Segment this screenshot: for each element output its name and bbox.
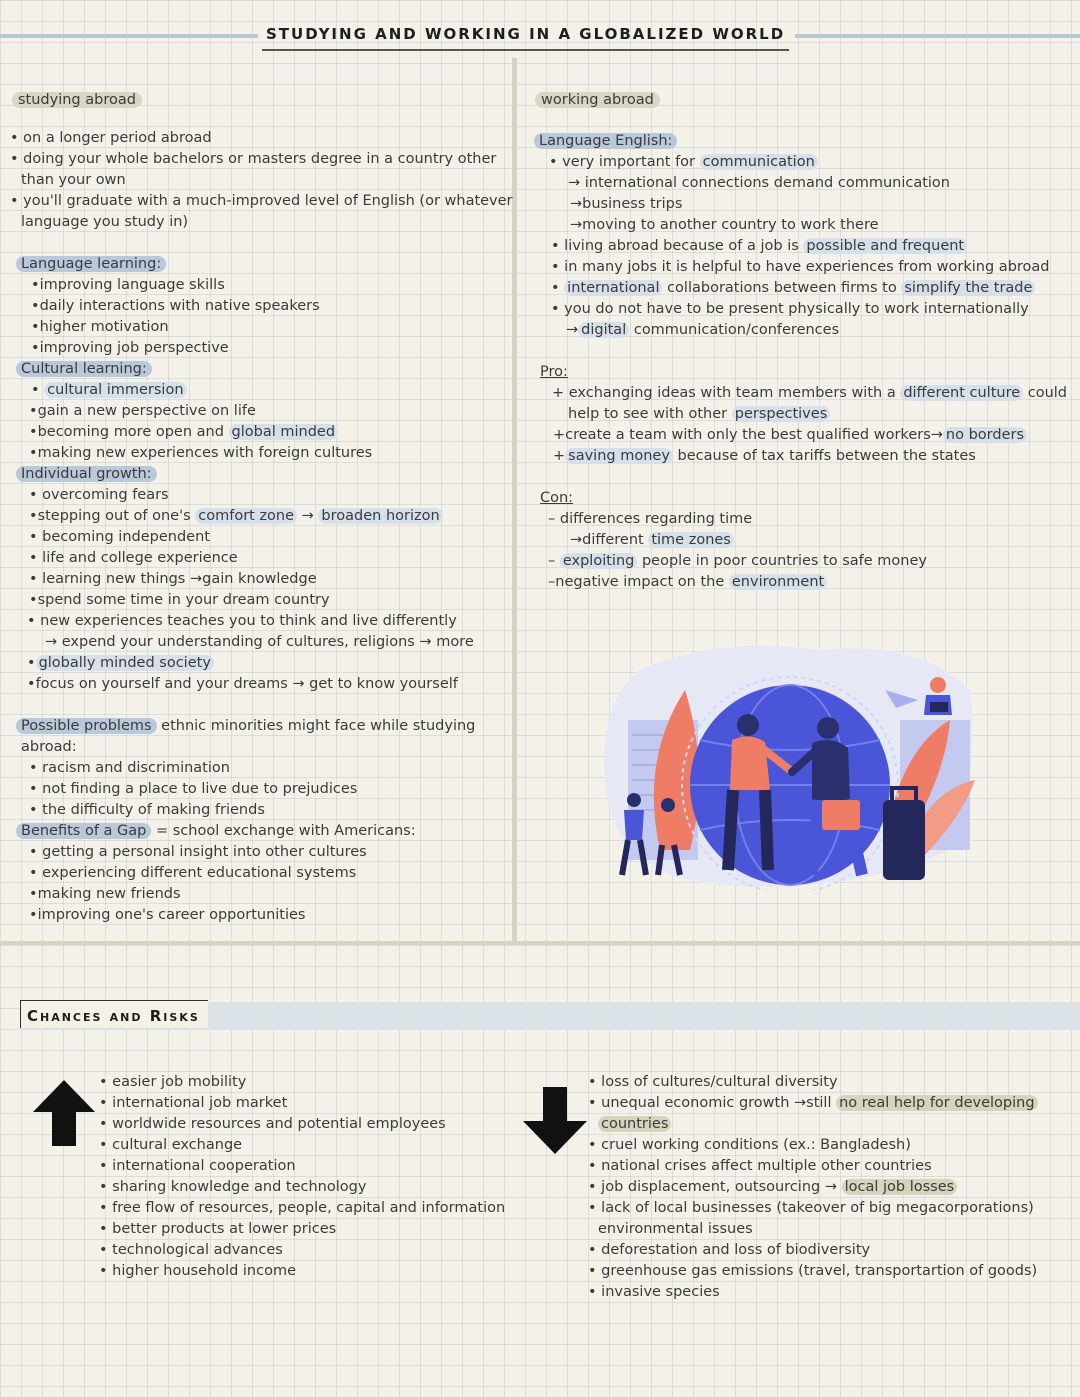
problems-heading: Possible problems ethnic minorities might face while studying: [16, 716, 475, 737]
list-item: •stepping out of one's comfort zone → broaden horizon: [29, 506, 443, 527]
list-item: help to see with other perspectives: [568, 404, 830, 425]
working-abroad-heading: working abroad: [535, 90, 660, 111]
list-item: •making new friends: [29, 886, 181, 902]
list-item: • getting a personal insight into other cultures: [29, 844, 367, 860]
list-item: → international connections demand communication: [568, 175, 950, 191]
page-title: STUDYING AND WORKING IN A GLOBALIZED WORLD: [262, 25, 789, 51]
title-rule-left: [0, 34, 258, 38]
list-item: • easier job mobility: [99, 1074, 247, 1090]
section-divider: [0, 941, 1080, 945]
list-item: • not finding a place to live due to prejudices: [29, 781, 358, 797]
list-item: –negative impact on the environment: [548, 572, 827, 593]
list-item: → digital communication/conferences: [566, 322, 840, 338]
list-item: →moving to another country to work there: [570, 217, 879, 233]
list-item: • higher household income: [99, 1263, 297, 1279]
list-item: • experiencing different educational systems: [29, 865, 357, 881]
list-item: • deforestation and loss of biodiversity: [588, 1242, 871, 1258]
list-item: •spend some time in your dream country: [29, 592, 330, 608]
list-item: • life and college experience: [29, 550, 238, 566]
list-item: →business trips: [570, 196, 683, 212]
list-item: • doing your whole bachelors or masters degree in a country other: [10, 151, 497, 167]
language-english-label: Language English:: [534, 131, 677, 152]
con-label: Con:: [540, 490, 574, 506]
list-item: • technological advances: [99, 1242, 283, 1258]
list-item: • national crises affect multiple other countries: [588, 1158, 932, 1174]
list-item: + exchanging ideas with team members with a different culture could: [552, 385, 1068, 401]
list-item: •focus on yourself and your dreams → get to know yourself: [27, 676, 458, 692]
list-item: • job displacement, outsourcing → local job losses: [588, 1177, 957, 1198]
list-item: • very important for communication: [549, 152, 818, 173]
list-item: environmental issues: [598, 1221, 753, 1237]
list-item: •daily interactions with native speakers: [31, 298, 320, 314]
list-item: • better products at lower prices: [99, 1221, 337, 1237]
list-item: → expend your understanding of cultures, religions → more: [45, 634, 474, 650]
list-item: • the difficulty of making friends: [29, 802, 265, 818]
list-item: •improving language skills: [31, 277, 225, 293]
list-item: •improving job perspective: [31, 340, 229, 356]
list-item: than your own: [21, 172, 126, 188]
list-item: + saving money because of tax tariffs between the states: [553, 448, 976, 464]
list-item: +create a team with only the best qualified workers→ no borders: [553, 425, 1027, 446]
list-item: →different time zones: [570, 530, 734, 551]
list-item: • invasive species: [588, 1284, 720, 1300]
list-item: • globally minded society: [27, 653, 214, 674]
list-item: • worldwide resources and potential employees: [99, 1116, 446, 1132]
list-item: • new experiences teaches you to think and live differently: [27, 613, 457, 629]
list-item: • in many jobs it is helpful to have experiences from working abroad: [551, 259, 1050, 275]
list-item: •improving one's career opportunities: [29, 907, 306, 923]
list-item: • international collaborations between firms to simplify the trade: [551, 278, 1035, 299]
list-item: • free flow of resources, people, capital and information: [99, 1200, 506, 1216]
list-item: • unequal economic growth →still no real help for developing: [588, 1093, 1038, 1114]
list-item: • international cooperation: [99, 1158, 296, 1174]
gap-heading: Benefits of a Gap = school exchange with Americans:: [16, 821, 416, 842]
list-item: •gain a new perspective on life: [29, 403, 256, 419]
list-item: • loss of cultures/cultural diversity: [588, 1074, 838, 1090]
business-handshake-illustration: [600, 640, 980, 890]
list-item: • you'll graduate with a much-improved level of English (or whatever: [10, 193, 513, 209]
list-item: • cultural immersion: [31, 380, 187, 401]
list-item: • you do not have to be present physically to work internationally: [551, 301, 1029, 317]
list-item: • living abroad because of a job is possible and frequent: [551, 236, 967, 257]
list-item: • on a longer period abroad: [10, 130, 212, 146]
list-item: – differences regarding time: [548, 511, 753, 527]
list-item: language you study in): [21, 214, 189, 230]
list-item: • cruel working conditions (ex.: Bangladesh): [588, 1137, 911, 1153]
language-learning-label: Language learning:: [16, 254, 166, 275]
chances-risks-title: Chances and Risks: [20, 1000, 208, 1028]
list-item: countries: [598, 1114, 671, 1135]
arrow-up-icon: [32, 1078, 96, 1148]
cultural-learning-label: Cultural learning:: [16, 359, 152, 380]
list-item: •making new experiences with foreign cultures: [29, 445, 373, 461]
pro-label: Pro:: [540, 364, 568, 380]
list-item: • international job market: [99, 1095, 288, 1111]
list-item: • sharing knowledge and technology: [99, 1179, 367, 1195]
problems-heading-cont: abroad:: [21, 739, 77, 755]
title-rule-right: [795, 34, 1080, 38]
list-item: • greenhouse gas emissions (travel, transportartion of goods): [588, 1263, 1038, 1279]
list-item: • cultural exchange: [99, 1137, 243, 1153]
list-item: • racism and discrimination: [29, 760, 230, 776]
list-item: •higher motivation: [31, 319, 169, 335]
list-item: • learning new things →gain knowledge: [29, 571, 317, 587]
column-divider: [512, 58, 517, 944]
individual-growth-label: Individual growth:: [16, 464, 157, 485]
list-item: •becoming more open and global minded: [29, 422, 338, 443]
list-item: • overcoming fears: [29, 487, 169, 503]
list-item: • becoming independent: [29, 529, 210, 545]
studying-abroad-heading: studying abroad: [12, 90, 142, 111]
arrow-down-icon: [522, 1085, 588, 1155]
list-item: • lack of local businesses (takeover of big megacorporations): [588, 1200, 1034, 1216]
list-item: – exploiting people in poor countries to safe money: [548, 553, 927, 569]
